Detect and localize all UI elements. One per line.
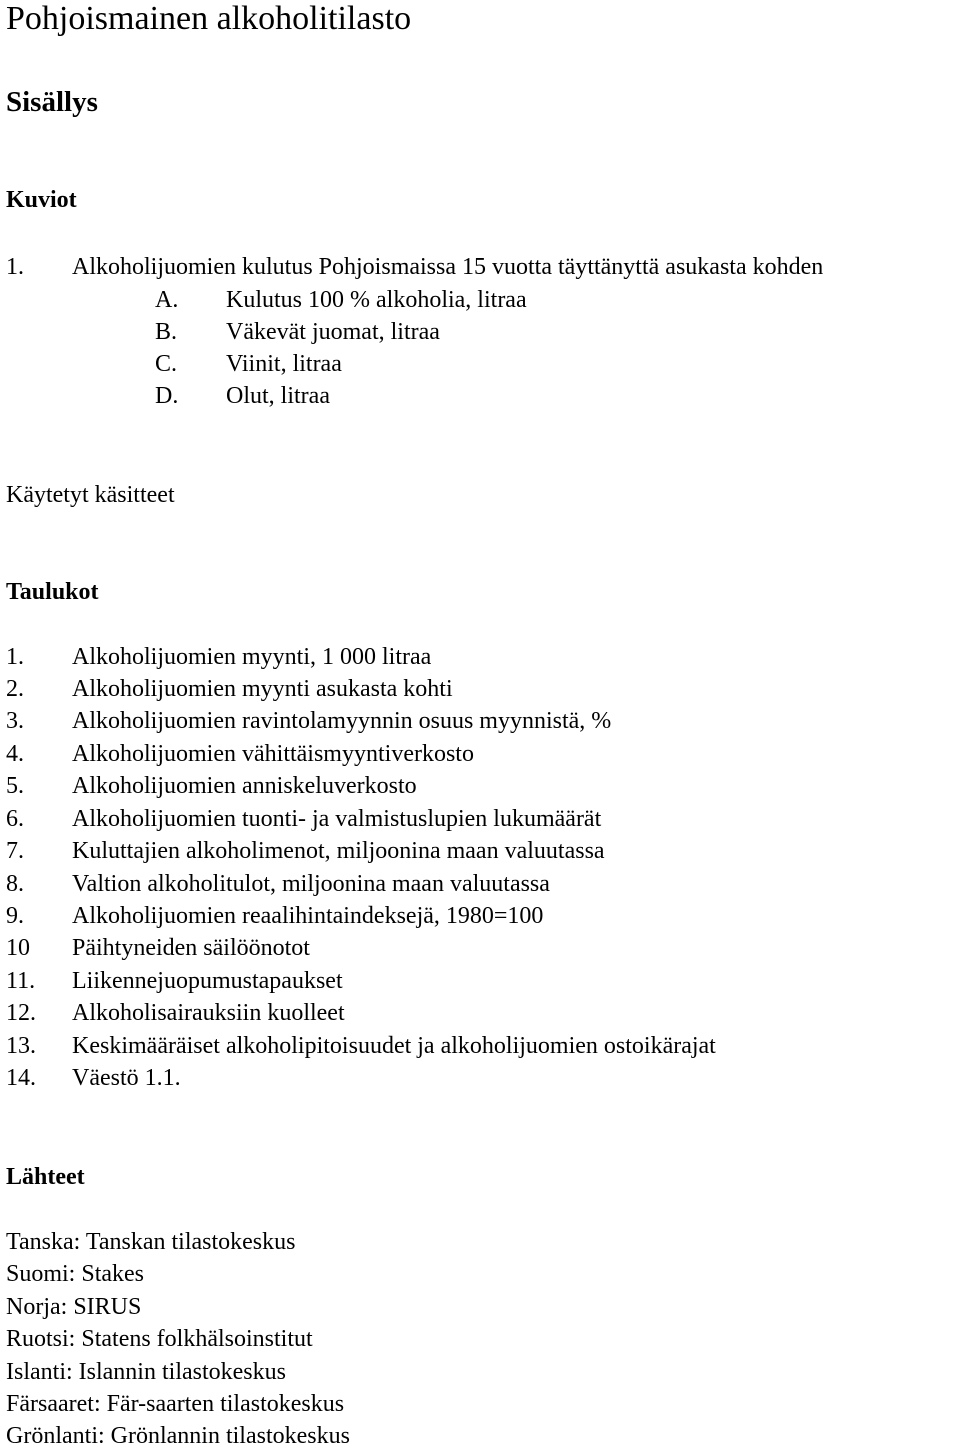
lahteet-item: Islanti: Islannin tilastokeskus — [6, 1359, 286, 1385]
kuviot-sub-item-label: Viinit, litraa — [226, 351, 342, 377]
taulukot-item-number: 14. — [6, 1065, 36, 1091]
taulukot-item-number: 7. — [6, 838, 24, 864]
taulukot-item-label: Alkoholijuomien anniskeluverkosto — [72, 773, 417, 799]
kuviot-sub-item-letter: A. — [155, 287, 179, 313]
kuviot-sub-item-label: Väkevät juomat, litraa — [226, 319, 440, 345]
taulukot-item-number: 2. — [6, 676, 24, 702]
taulukot-item-number: 9. — [6, 903, 24, 929]
taulukot-item-number: 4. — [6, 741, 24, 767]
lahteet-item: Grönlanti: Grönlannin tilastokeskus — [6, 1423, 350, 1449]
taulukot-item-label: Kuluttajien alkoholimenot, miljoonina maan valuutassa — [72, 838, 605, 864]
taulukot-item-number: 10 — [6, 935, 30, 961]
lahteet-item: Suomi: Stakes — [6, 1261, 145, 1287]
lahteet-item: Tanska: Tanskan tilastokeskus — [6, 1229, 296, 1255]
taulukot-item-label: Alkoholijuomien tuonti- ja valmistuslupien lukumäärät — [72, 806, 602, 832]
taulukot-item-label: Alkoholisairauksiin kuolleet — [72, 1000, 345, 1026]
kuviot-sub-item-label: Olut, litraa — [226, 383, 330, 409]
taulukot-item-label: Alkoholijuomien reaalihintaindeksejä, 1980=100 — [72, 903, 544, 929]
toc-heading: Sisällys — [6, 86, 98, 118]
taulukot-item-number: 3. — [6, 708, 24, 734]
kasitteet-heading: Käytetyt käsitteet — [6, 482, 175, 508]
lahteet-item: Norja: SIRUS — [6, 1294, 142, 1320]
taulukot-item-label: Valtion alkoholitulot, miljoonina maan valuutassa — [72, 871, 550, 897]
taulukot-item-label: Liikennejuopumustapaukset — [72, 968, 343, 994]
taulukot-item-number: 12. — [6, 1000, 36, 1026]
kuviot-main-item-label: Alkoholijuomien kulutus Pohjoismaissa 15 vuotta täyttänyttä asukasta kohden — [72, 254, 824, 280]
kuviot-main-item-number: 1. — [6, 254, 24, 280]
kuviot-sub-item-letter: B. — [155, 319, 178, 345]
taulukot-item-label: Alkoholijuomien vähittäismyyntiverkosto — [72, 741, 474, 767]
kuviot-sub-item-letter: D. — [155, 383, 179, 409]
kuviot-sub-item-letter: C. — [155, 351, 178, 377]
taulukot-item-number: 8. — [6, 871, 24, 897]
kuviot-sub-item-label: Kulutus 100 % alkoholia, litraa — [226, 287, 527, 313]
lahteet-item: Ruotsi: Statens folkhälsoinstitut — [6, 1326, 313, 1352]
taulukot-item-number: 1. — [6, 644, 24, 670]
taulukot-item-number: 6. — [6, 806, 24, 832]
taulukot-item-label: Päihtyneiden säilöönotot — [72, 935, 310, 961]
taulukot-item-label: Alkoholijuomien myynti asukasta kohti — [72, 676, 453, 702]
taulukot-heading: Taulukot — [6, 579, 99, 605]
taulukot-item-number: 13. — [6, 1033, 36, 1059]
lahteet-heading: Lähteet — [6, 1164, 85, 1190]
taulukot-item-number: 11. — [6, 968, 36, 994]
taulukot-item-label: Keskimääräiset alkoholipitoisuudet ja alkoholijuomien ostoikärajat — [72, 1033, 716, 1059]
document-title: Pohjoismainen alkoholitilasto — [6, 0, 412, 37]
kuviot-heading: Kuviot — [6, 187, 77, 213]
taulukot-item-label: Alkoholijuomien ravintolamyynnin osuus myynnistä, % — [72, 708, 612, 734]
lahteet-item: Färsaaret: Fär-saarten tilastokeskus — [6, 1391, 345, 1417]
taulukot-item-number: 5. — [6, 773, 24, 799]
taulukot-item-label: Alkoholijuomien myynti, 1 000 litraa — [72, 644, 432, 670]
taulukot-item-label: Väestö 1.1. — [72, 1065, 181, 1091]
